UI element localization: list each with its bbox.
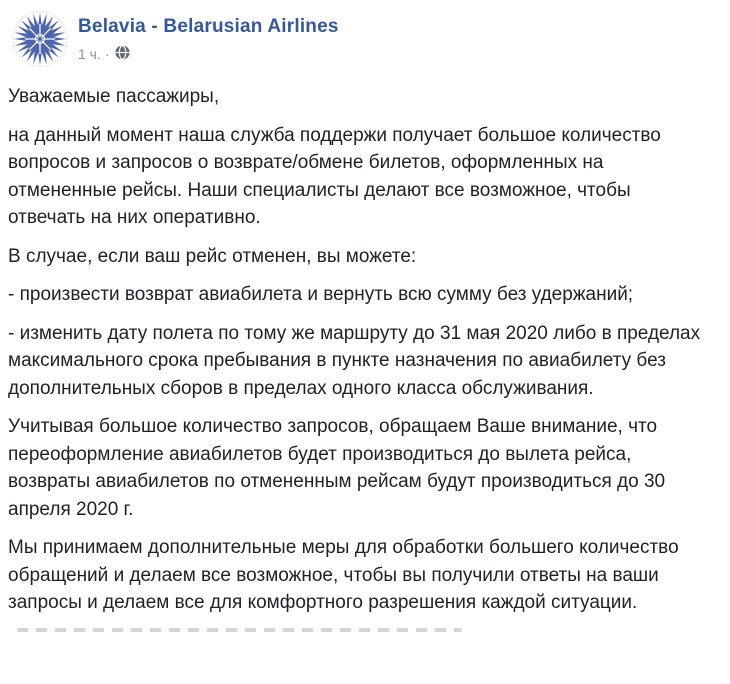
timestamp-link[interactable]: 1 ч.: [78, 45, 101, 62]
post-paragraph: - произвести возврат авиабилета и вернуть всю сумму без удержаний;: [8, 284, 634, 305]
post-paragraph: Мы принимаем дополнительные меры для обработки большего количество обращений и делаем все возможное, чтобы вы получили ответы на ваши запросы и делаем все для комфортного разрешения каждой ситуации.: [8, 537, 679, 613]
post-paragraph: на данный момент наша служба поддержи получает большое количество вопросов и запросов о возврате/обмене билетов, оформленных на отмененные рейсы. Наши специалисты делают все возможное, чтобы отвечать на них оперативно.: [8, 124, 661, 228]
post-paragraph: - изменить дату полета по тому же маршруту до 31 мая 2020 либо в пределах максимального срока пребывания в пункте назначения по авиабилету без дополнительных сборов в пределах одного класса обслуживания.: [8, 322, 701, 399]
avatar[interactable]: [12, 11, 68, 67]
post-meta: [78, 44, 339, 63]
meta-separator: ·: [104, 45, 110, 62]
belavia-logo-icon: [12, 11, 68, 67]
truncated-next-line: [17, 628, 462, 632]
post-paragraph: В случае, если ваш рейс отменен, вы можете:: [8, 245, 417, 267]
post-paragraph: Учитывая большое количество запросов, обращаем Ваше внимание, что переоформление авиабилетов будет производиться до вылета рейса, возвраты авиабилетов по отмененным рейсам будут производиться до 30 апреля 2020 г.: [8, 416, 666, 520]
post-content: [0, 67, 712, 632]
post-paragraph: Уважаемые пассажиры,: [8, 86, 220, 107]
post-header: [0, 0, 730, 67]
page-name-link[interactable]: Belavia - Belarusian Airlines: [78, 16, 339, 37]
header-info: [78, 11, 339, 63]
globe-privacy-icon: [115, 45, 130, 63]
